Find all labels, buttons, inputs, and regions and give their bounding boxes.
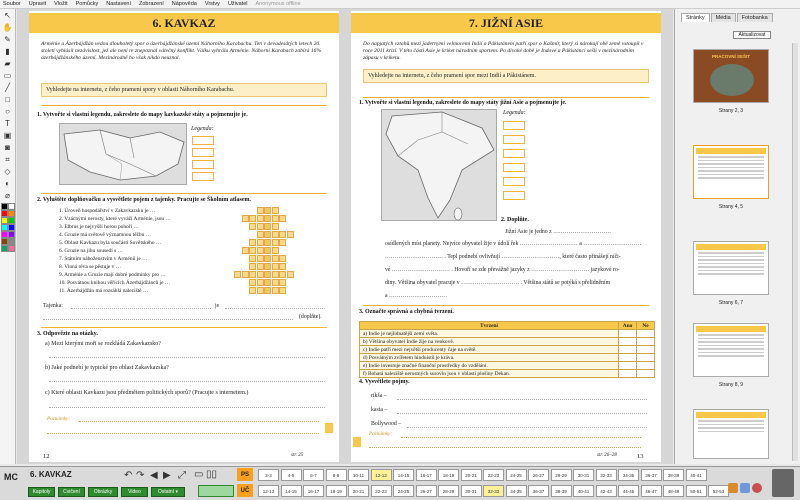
legend-box[interactable] — [503, 121, 525, 130]
color-swatch[interactable] — [1, 217, 8, 224]
intro-text-right: Do napjatých vztahů mezi jadernými velmocemi Indií a Pákistánem patří spor o Kašmír, který si nárokují obě země vstoupil v roce 2011 krizi. V této části Asie je kriket národním sportem. Po divoké době je Indové a Pákistánci sešli v mezinárodním zápasu v kriketu. — [363, 41, 644, 62]
rectangle-icon[interactable]: □ — [5, 95, 10, 104]
pages-panel — [674, 9, 800, 464]
statement-cell: a) Indie je nejlidnatější zemí světa. — [360, 330, 619, 338]
crossword-cell[interactable] — [272, 287, 279, 294]
divider — [363, 97, 649, 98]
page-button[interactable]: 6-7 — [303, 469, 324, 481]
crossword-cell[interactable] — [257, 231, 264, 238]
menu-bar — [0, 0, 800, 9]
crossword-cell[interactable] — [279, 239, 286, 246]
crossword-cell[interactable] — [279, 279, 286, 286]
notes-line[interactable] — [401, 437, 641, 438]
color-swatch[interactable] — [8, 203, 15, 210]
notes-line[interactable] — [79, 421, 319, 422]
crossword-cell[interactable] — [249, 239, 256, 246]
term: kasta – — [371, 407, 388, 413]
page-button[interactable]: 18-19 — [438, 469, 459, 481]
notes-line[interactable] — [369, 447, 641, 448]
record-icon[interactable] — [752, 483, 762, 493]
crossword-cell[interactable] — [272, 231, 279, 238]
page-button[interactable]: 2-3 — [258, 469, 279, 481]
panel-tabs — [681, 13, 800, 22]
answer-line[interactable] — [49, 381, 325, 382]
crossword-cell[interactable] — [242, 271, 249, 278]
thumb-label: Strany 8, 9 — [718, 382, 744, 388]
page-button[interactable]: 16-17 — [416, 469, 437, 481]
table-row — [360, 362, 655, 370]
crossword-cell[interactable] — [257, 215, 264, 222]
page-number-right: 13 — [637, 453, 644, 460]
camera-icon[interactable]: ◙ — [5, 143, 10, 152]
notes-label-right: Poznámky: — [369, 431, 393, 437]
page-button[interactable]: 50-51 — [686, 485, 707, 497]
menu-item[interactable]: Zobrazení — [139, 1, 164, 7]
refresh-button[interactable]: Aktualizovat — [733, 31, 771, 39]
page-button[interactable]: 26-27 — [528, 469, 549, 481]
notes-line[interactable] — [47, 433, 319, 434]
table-row — [360, 330, 655, 338]
page-thumbnail[interactable] — [693, 409, 769, 459]
question-1-right: 1. Vytvořte si vlastní legendu, zakreslete do mapy státy jižní Asie a pojmenujte je. — [359, 100, 567, 106]
no-cell[interactable] — [637, 330, 655, 338]
page-button[interactable]: 32-33 — [596, 469, 617, 481]
page-button[interactable]: 28-29 — [438, 485, 459, 497]
textbook-ref-right: str. 26–28 — [597, 453, 617, 458]
clue: 11. Ázerbájdžán má rozsáhlá naleziště … — [59, 288, 149, 294]
nav-other-button[interactable]: Ostatní ▾ — [151, 487, 185, 497]
crossword-cell[interactable] — [264, 231, 271, 238]
clue: 9. Arménie a Gruzie mají dobré podmínky pro … — [59, 272, 166, 278]
thumb-label: Strany 2, 3 — [718, 108, 744, 114]
page-button[interactable]: 30-31 — [461, 485, 482, 497]
page-button[interactable]: 42-43 — [596, 485, 617, 497]
color-swatch[interactable] — [8, 217, 15, 224]
app-logo: MC — [4, 472, 18, 482]
page-button[interactable]: 16-17 — [303, 485, 324, 497]
fill-text-6[interactable]: a ………………………… — [385, 293, 447, 299]
crossword-cell[interactable] — [257, 239, 264, 246]
page-button[interactable]: 18-19 — [326, 485, 347, 497]
crossword-cell[interactable] — [287, 231, 294, 238]
page-button[interactable]: 14-15 — [281, 485, 302, 497]
question-3b: b) Jaké podnebí je typické pro oblast Zakavkazska? — [45, 365, 169, 371]
question-3c: c) Které oblasti Kavkazu jsou předmětem politických sporů? (Pracujte s internetem.) — [45, 390, 249, 396]
page-thumbnail-image — [693, 409, 769, 459]
crossword-cell[interactable] — [272, 263, 279, 270]
page-thumbnail-image — [693, 241, 769, 295]
page-button[interactable]: 24-25 — [506, 469, 527, 481]
menu-item[interactable]: Vrstvy — [204, 1, 220, 7]
tab-pages[interactable]: Stránky — [681, 13, 710, 22]
crossword-cell[interactable] — [279, 255, 286, 262]
crossword-cell[interactable] — [249, 255, 256, 262]
page-button[interactable]: 36-37 — [528, 485, 549, 497]
color-palette — [1, 203, 15, 252]
crossword-cell[interactable] — [264, 287, 271, 294]
crossword-cell[interactable] — [272, 279, 279, 286]
yes-cell[interactable] — [619, 338, 637, 346]
crossword-cell[interactable] — [264, 215, 271, 222]
crossword-cell[interactable] — [257, 223, 264, 230]
color-swatch[interactable] — [8, 210, 15, 217]
clue: 2. Vzácnými nerosty, které vyváží Arménie, jsou … — [59, 216, 171, 222]
color-swatch[interactable] — [1, 203, 8, 210]
clue: 4. Gruzie má světově významnou těžbu … — [59, 232, 152, 238]
page-button[interactable]: 36-37 — [641, 469, 662, 481]
crossword-cell[interactable] — [264, 239, 271, 246]
yes-cell[interactable] — [619, 330, 637, 338]
color-swatch[interactable] — [1, 224, 8, 231]
crossword-cell[interactable] — [264, 255, 271, 262]
answer-line[interactable] — [407, 427, 647, 428]
nav-exercises-button[interactable]: Cvičení — [58, 487, 85, 497]
page-layout-icon[interactable]: ▭ — [194, 469, 204, 480]
statement-cell: d) Posvátným zvířetem hinduistů je kráva. — [360, 354, 619, 362]
table-row — [360, 338, 655, 346]
answer-line[interactable] — [49, 357, 325, 358]
tajenka-je: je — [215, 303, 220, 309]
fill-icon[interactable]: ◐ — [5, 179, 10, 188]
page-button[interactable]: 10-11 — [348, 469, 369, 481]
question-2-right: 2. Doplňte. — [501, 217, 529, 223]
crossword-cell[interactable] — [264, 207, 271, 214]
document-view[interactable] — [17, 9, 673, 464]
divider — [363, 305, 649, 306]
page-thumbnail[interactable] — [693, 323, 769, 388]
crossword-cell[interactable] — [264, 263, 271, 270]
page-button[interactable]: 46-47 — [641, 485, 662, 497]
uc-button[interactable]: UČ — [237, 484, 253, 497]
page-button[interactable]: 34-35 — [506, 485, 527, 497]
crossword-cell[interactable] — [242, 247, 249, 254]
page-title-left: 6. KAVKAZ — [29, 13, 339, 33]
crossword-cell[interactable] — [257, 287, 264, 294]
color-swatch[interactable] — [1, 238, 8, 245]
crossword-cell[interactable] — [249, 223, 256, 230]
true-false-table — [359, 321, 655, 378]
shape-icon[interactable]: ◇ — [4, 167, 11, 176]
south-asia-map-outline — [382, 110, 498, 222]
fill-text-3[interactable]: ………………………… . Tepl podnebí ovlivňují …………………………, které často přinášejí níči- — [385, 254, 621, 260]
menu-item[interactable]: Nápověda — [171, 1, 197, 7]
intro-text-left: Arménie a Ázerbájdžán vedou dlouholetý spor o ázerbájdžánské území Náhorního Karabachu. Ten v devadesátých letech 20. století vyhlásil nezávislost, jež ale není re znepoznal válečný konflikt. Válku vyhrála Arménie. Náhorní Karabach zabírá 16% ázerbájdžánského území. Mezinárodně ho však nikdo neuznal. — [41, 41, 322, 62]
nav-chapters-button[interactable]: Kapitoly — [28, 487, 55, 497]
crossword-cell[interactable] — [257, 247, 264, 254]
redo-icon[interactable]: ↷ — [136, 470, 145, 481]
question-1-left: 1. Vytvořte si vlastní legendu, zakreslete do mapy kavkazské státy a pojmenujte je. — [37, 112, 248, 118]
highlight-icon[interactable] — [728, 483, 738, 493]
crossword-cell[interactable] — [279, 271, 286, 278]
eraser-icon[interactable]: ▭ — [3, 71, 12, 80]
crossword-cell[interactable] — [272, 271, 279, 278]
clue-list — [59, 207, 171, 295]
forward-icon[interactable]: ▶ — [163, 470, 171, 481]
divider — [41, 327, 327, 328]
legend-box[interactable] — [503, 191, 525, 200]
page-button[interactable]: 20-21 — [461, 469, 482, 481]
tab-media[interactable]: Média — [711, 13, 736, 22]
page-button[interactable]: 24-25 — [393, 485, 414, 497]
ellipse-icon[interactable]: ○ — [5, 107, 10, 116]
answer-line[interactable] — [43, 319, 293, 320]
clue: 5. Oblast Kavkazu byla součástí Sovětského … — [59, 240, 162, 246]
table-header: Ano — [619, 322, 637, 330]
clue: 6. Gruzie na jihu sousedí s … — [59, 248, 123, 254]
menu-item[interactable]: Vložit — [54, 1, 68, 7]
eyedropper-icon[interactable]: ⌀ — [5, 191, 10, 200]
fill-text-5[interactable]: diny. Většina obyvatel pracuje v ………………………… . Většina států se potýká s přelidněním — [385, 280, 611, 286]
clue: 3. Elbrus je nejvyšší horou pohoří … — [59, 224, 139, 230]
crossword-cell[interactable] — [272, 223, 279, 230]
crossword-cell[interactable] — [264, 223, 271, 230]
zoom-slider[interactable] — [198, 485, 234, 497]
crossword-cell[interactable] — [272, 255, 279, 262]
question-3-left: 3. Odpovězte na otázky. — [37, 331, 98, 337]
clue: 8. Vinná réva se pěstuje v … — [59, 264, 122, 270]
page-button[interactable]: 32-33 — [483, 485, 504, 497]
crossword-cell[interactable] — [279, 263, 286, 270]
legend-label-left: Legenda: — [191, 126, 214, 132]
menu-item[interactable]: Soubor — [3, 1, 21, 7]
bottom-bar — [0, 466, 800, 500]
nav-images-button[interactable]: Obrázky — [88, 487, 118, 497]
crossword-cell[interactable] — [249, 271, 256, 278]
crossword-cell[interactable] — [272, 247, 279, 254]
clue: 7. Státním náboženstvím v Arménii je … — [59, 256, 148, 262]
trash-icon[interactable] — [772, 469, 794, 497]
term: rikša – — [371, 393, 387, 399]
page-button[interactable]: 4-5 — [281, 469, 302, 481]
page-button[interactable]: 14-15 — [393, 469, 414, 481]
crossword-cell[interactable] — [257, 279, 264, 286]
fill-text-4[interactable]: vé ………………………… . Hovoří se zde převážně jazyky z ………………………… jazykové ro- — [385, 267, 620, 273]
tab-photobank[interactable]: Fotobanka — [737, 13, 773, 22]
legend-label-right: Legenda: — [503, 110, 526, 116]
ps-button[interactable]: PS — [237, 468, 253, 481]
yes-cell[interactable] — [619, 354, 637, 362]
answer-line[interactable] — [71, 308, 211, 309]
divider — [41, 193, 327, 194]
page-thumbnail-image — [693, 323, 769, 377]
thumb-label: Strany 6, 7 — [718, 300, 744, 306]
crossword-cell[interactable] — [257, 207, 264, 214]
page-left — [29, 11, 339, 462]
page-button[interactable]: 20-21 — [348, 485, 369, 497]
no-cell[interactable] — [637, 370, 655, 378]
text-icon[interactable]: T — [5, 119, 10, 128]
arrow-icon[interactable]: ↖ — [4, 11, 11, 20]
cover-thumbnail — [693, 49, 769, 103]
crossword-cell[interactable] — [234, 271, 241, 278]
statement-cell: b) Většina obyvatel Indie žije na venkově. — [360, 338, 619, 346]
page-button[interactable]: 22-23 — [483, 469, 504, 481]
corner-marker — [325, 423, 333, 433]
south-asia-map[interactable] — [381, 109, 497, 221]
statement-cell: f) Bohatá naleziště nerostných surovin jsou v oblasti plošiny Dekan. — [360, 370, 619, 378]
crossword-cell[interactable] — [242, 215, 249, 222]
menu-item[interactable]: Pomůcky — [75, 1, 99, 7]
fullscreen-icon[interactable]: ⤢ — [178, 470, 186, 481]
page-button[interactable]: 38-39 — [551, 485, 572, 497]
page-button[interactable]: 38-39 — [663, 469, 684, 481]
legend-box[interactable] — [503, 135, 525, 144]
clue: 10. Posvátnou knihou věřících Ázerbájdžánců je … — [59, 280, 171, 286]
divider — [41, 105, 327, 106]
answer-line[interactable] — [397, 413, 647, 414]
crossword-cell[interactable] — [264, 279, 271, 286]
doplnte-text: (doplňte). — [299, 314, 322, 320]
tool-palette — [0, 9, 16, 464]
page-button[interactable]: 26-27 — [416, 485, 437, 497]
no-cell[interactable] — [637, 354, 655, 362]
undo-icon[interactable]: ↶ — [124, 470, 133, 481]
crossword-cell[interactable] — [279, 215, 286, 222]
page-thumbnail[interactable] — [693, 145, 769, 210]
page-title-right: 7. JIŽNÍ ASIE — [351, 13, 661, 33]
page-button[interactable]: 52-53 — [708, 485, 729, 497]
line-icon[interactable]: ╱ — [5, 83, 10, 92]
yes-cell[interactable] — [619, 370, 637, 378]
page-button[interactable]: 12-13 — [258, 485, 279, 497]
nav-video-button[interactable]: Video — [121, 487, 148, 497]
caucasus-map[interactable] — [59, 123, 187, 185]
crossword-cell[interactable] — [272, 207, 279, 214]
menu-item[interactable]: Nastavení — [106, 1, 132, 7]
legend-box[interactable] — [503, 149, 525, 158]
highlighter-icon[interactable]: ▰ — [4, 59, 11, 68]
legend-box[interactable] — [192, 172, 214, 181]
crossword-cell[interactable] — [257, 271, 264, 278]
yes-cell[interactable] — [619, 362, 637, 370]
table-header: Tvrzení — [360, 322, 619, 330]
answer-line[interactable] — [225, 308, 325, 309]
corner-marker — [353, 437, 361, 447]
crossword-cell[interactable] — [257, 263, 264, 270]
page-button[interactable]: 48-49 — [663, 485, 684, 497]
question-3-right: 3. Označte správná a chybná tvrzení. — [359, 309, 454, 315]
page-thumbnail[interactable] — [693, 49, 769, 114]
question-4-right: 4. Vysvětlete pojmy. — [359, 379, 410, 385]
zoom-icon[interactable] — [740, 483, 750, 493]
color-swatch[interactable] — [8, 238, 15, 245]
crossword-cell[interactable] — [264, 247, 271, 254]
internet-task-right: Vyhledejte na internetu, z čeho pramení spor mezi Indií a Pákistánem. — [363, 69, 649, 83]
page-button[interactable]: 40-41 — [573, 485, 594, 497]
double-page-icon[interactable]: ▯▯ — [206, 469, 218, 480]
color-swatch[interactable] — [1, 231, 8, 238]
statement-cell: e) Indie investuje značné finanční prostředky do vzdělání. — [360, 362, 619, 370]
page-number-left: 12 — [43, 453, 50, 460]
page-thumbnail[interactable] — [693, 241, 769, 306]
answer-line[interactable] — [397, 399, 647, 400]
image-icon[interactable]: ▣ — [3, 131, 12, 140]
page-button[interactable]: 22-23 — [371, 485, 392, 497]
legend-box[interactable] — [192, 148, 214, 157]
legend-box[interactable] — [192, 160, 214, 169]
crossword-cell[interactable] — [272, 215, 279, 222]
crossword-cell[interactable] — [249, 263, 256, 270]
cover-image — [710, 64, 754, 96]
page-button[interactable]: 12-13 — [371, 469, 392, 481]
table-row — [360, 370, 655, 378]
crossword-cell[interactable] — [249, 247, 256, 254]
no-cell[interactable] — [637, 346, 655, 354]
marker-icon[interactable]: ▮ — [5, 47, 10, 56]
page-right — [351, 11, 661, 462]
crossword-cell[interactable] — [257, 255, 264, 262]
crossword-cell[interactable] — [279, 231, 286, 238]
legend-box[interactable] — [192, 136, 214, 145]
clue: 1. Úroveň hospodářství v Zakavkazsku je … — [59, 208, 156, 214]
menu-item[interactable]: Upravit — [28, 1, 47, 7]
crossword-cell[interactable] — [264, 271, 271, 278]
legend-box[interactable] — [503, 177, 525, 186]
question-2-left: 2. Vyluštěte doplňovačku a vysvětlete pojem z tajenky. Pracujte se Školním atlasem. — [37, 197, 251, 203]
tajenka-label: Tajenka: — [43, 303, 63, 309]
table-row — [360, 354, 655, 362]
crossword-cell[interactable] — [249, 215, 256, 222]
answer-line[interactable] — [49, 407, 325, 408]
back-icon[interactable]: ◀ — [150, 470, 158, 481]
question-3a: a) Mezi kterými moři se rozkládá Zakavkazsko? — [45, 341, 161, 347]
color-swatch[interactable] — [1, 210, 8, 217]
fill-text-1[interactable]: Jižní Asie je jedno z ………………………… — [505, 229, 612, 235]
crossword-cell[interactable] — [279, 287, 286, 294]
crossword-cell[interactable] — [287, 271, 294, 278]
hand-icon[interactable]: ✋ — [2, 23, 13, 32]
page-thumbnail-image — [693, 145, 769, 199]
term: Bollywood – — [371, 421, 402, 427]
crossword-cell[interactable] — [249, 279, 256, 286]
table-header: Ne — [637, 322, 655, 330]
textbook-ref-left: str. 25 — [291, 453, 304, 458]
crossword-cell[interactable] — [249, 287, 256, 294]
page-button[interactable]: 8-9 — [326, 469, 347, 481]
notes-label-left: Poznámky: — [47, 416, 71, 422]
page-button[interactable]: 40-41 — [686, 469, 707, 481]
page-button[interactable]: 30-31 — [573, 469, 594, 481]
color-swatch[interactable] — [8, 231, 15, 238]
caucasus-map-outline — [60, 124, 188, 186]
page-button[interactable]: 44-45 — [618, 485, 639, 497]
pen-icon[interactable]: ✎ — [4, 35, 11, 44]
statement-cell: c) Indie patří mezi největší producenty čaje na světě. — [360, 346, 619, 354]
crossword-cell[interactable] — [272, 239, 279, 246]
color-swatch[interactable] — [8, 245, 15, 252]
no-cell[interactable] — [637, 338, 655, 346]
clip-icon[interactable]: ⌗ — [5, 155, 10, 164]
color-swatch[interactable] — [8, 224, 15, 231]
internet-task-left: Vyhledejte na internetu, z čeho pramení spory v oblasti Náhorního Karabachu. — [41, 83, 327, 97]
panel-scrollbar[interactable] — [792, 43, 798, 461]
color-swatch[interactable] — [1, 245, 8, 252]
menu-item: Anonymous offline — [255, 1, 301, 7]
legend-box[interactable] — [503, 163, 525, 172]
page-button[interactable]: 34-35 — [618, 469, 639, 481]
current-chapter: 6. KAVKAZ — [30, 470, 72, 479]
page-button[interactable]: 28-29 — [551, 469, 572, 481]
cover-title: PRACOVNÍ SEŠIT — [711, 54, 750, 59]
thumb-label: Strany 4, 5 — [718, 204, 744, 210]
table-row — [360, 346, 655, 354]
no-cell[interactable] — [637, 362, 655, 370]
yes-cell[interactable] — [619, 346, 637, 354]
fill-text-2[interactable]: osídlených míst planety. Nejvíce obyvatel žije v údolí řek ………………………… a ………………………… — [385, 241, 642, 247]
menu-item[interactable]: Uživatel — [227, 1, 248, 7]
